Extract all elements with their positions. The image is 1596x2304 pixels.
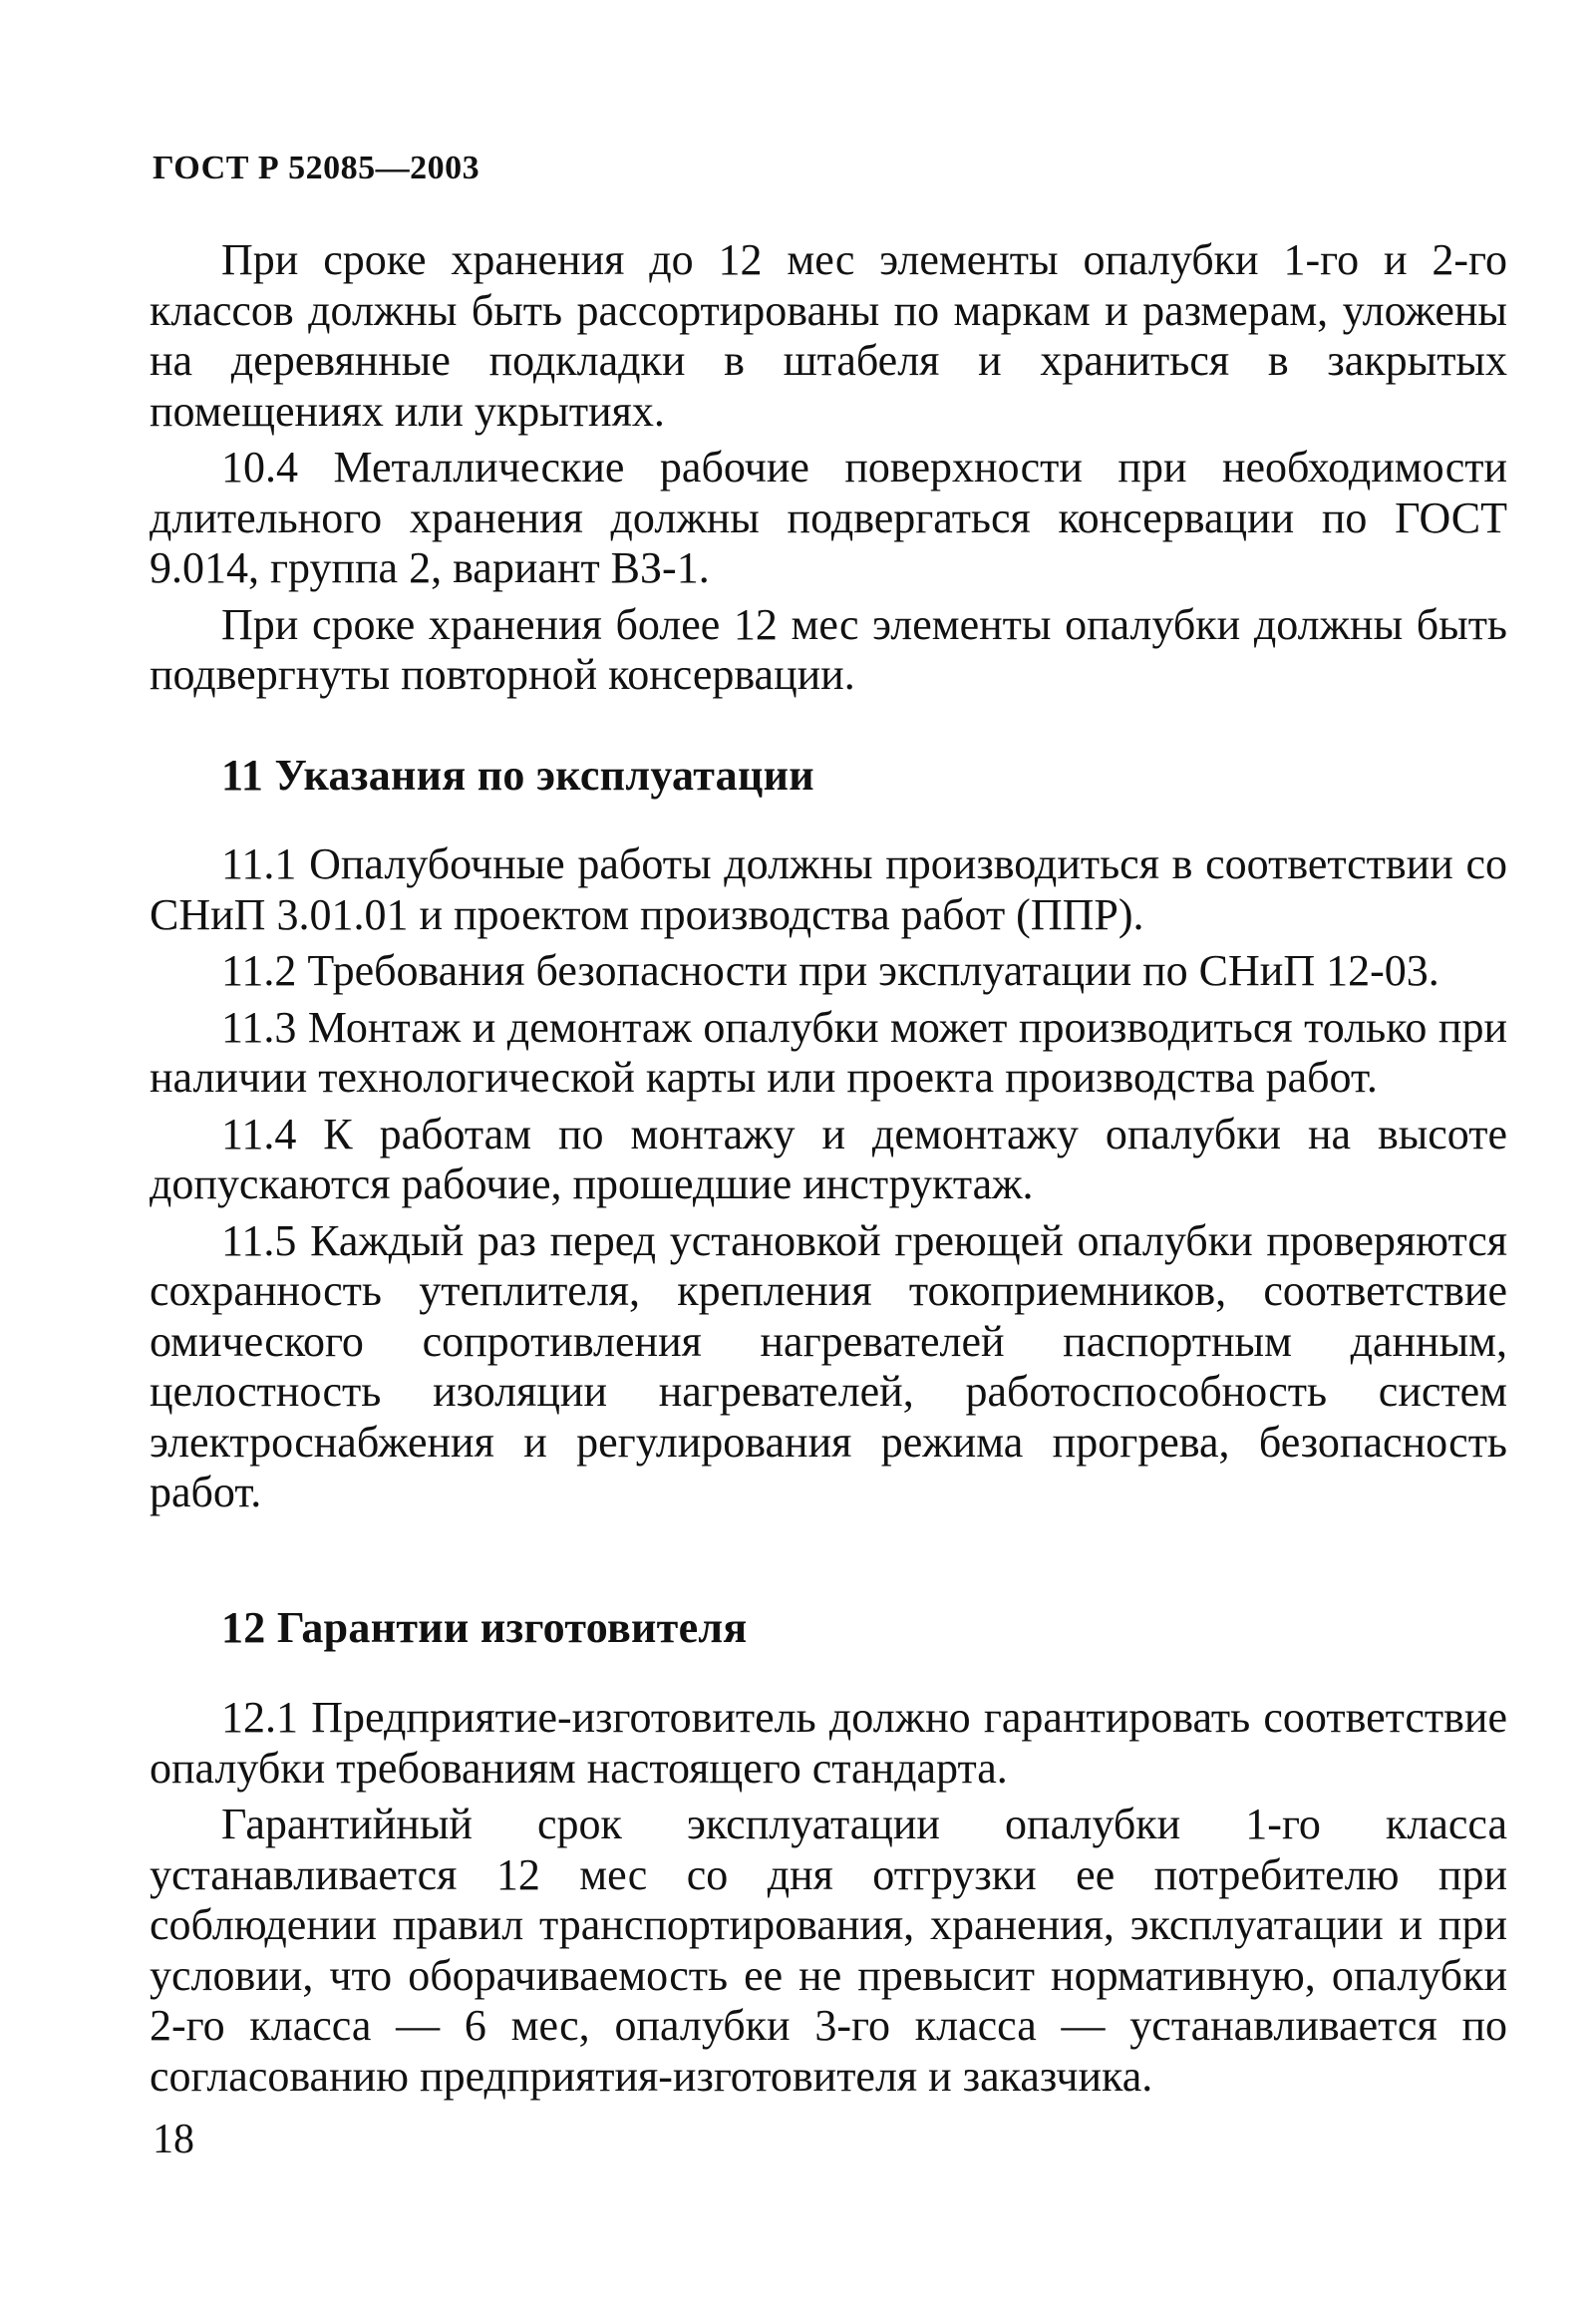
paragraph-11-5: 11.5 Каждый раз перед установкой греющей опалубки проверяются сохранность утеплителя, крепления токоприемников, соответствие омического сопротивления нагревателей паспортным данным, целостность изоляции нагревателей, работоспособность систем электроснабжения и регулирования режима прогрева, безопасность работ. <box>150 1215 1507 1516</box>
section-10-continuation <box>150 235 1507 701</box>
section-12-body <box>150 1693 1507 2102</box>
section-11-title: 11 Указания по эксплуатации <box>221 751 814 800</box>
paragraph-11-2: 11.2 Требования безопасности при эксплуатации по СНиП 12-03. <box>221 946 1439 995</box>
section-11-body <box>150 839 1507 1518</box>
paragraph-repeat-conservation: При сроке хранения более 12 мес элементы опалубки должны быть подвергнуты повторной консервации. <box>150 599 1507 699</box>
paragraph-11-1: 11.1 Опалубочные работы должны производиться в соответствии со СНиП 3.01.01 и проектом производства работ (ППР). <box>150 839 1507 939</box>
page-number: 18 <box>153 2117 194 2162</box>
document-code-header: ГОСТ Р 52085—2003 <box>153 150 480 186</box>
paragraph-12-1: 12.1 Предприятие-изготовитель должно гарантировать соответствие опалубки требованиям настоящего стандарта. <box>150 1693 1507 1793</box>
section-12-title: 12 Гарантии изготовителя <box>221 1603 748 1652</box>
paragraph-10-4: 10.4 Металлические рабочие поверхности при необходимости длительного хранения должны подвергаться консервации по ГОСТ 9.014, группа 2, вариант ВЗ-1. <box>150 443 1507 592</box>
paragraph-warranty-period: Гарантийный срок эксплуатации опалубки 1-го класса устанавливается 12 мес со дня отгрузки ее потребителю при соблюдении правил транспортирования, хранения, эксплуатации и при условии, что оборачиваемость ее не превысит нормативную, опалубки 2-го класса — 6 мес, опалубки 3-го класса — устанавливается по согласованию предприятия-изготовителя и заказчика. <box>150 1800 1507 2101</box>
paragraph-storage-sorting: При сроке хранения до 12 мес элементы опалубки 1-го и 2-го классов должны быть рассортированы по маркам и размерам, уложены на деревянные подкладки в штабеля и храниться в закрытых помещениях или укрытиях. <box>150 235 1507 436</box>
paragraph-11-3: 11.3 Монтаж и демонтаж опалубки может производиться только при наличии технологической карты или проекта производства работ. <box>150 1002 1507 1102</box>
paragraph-11-4: 11.4 К работам по монтажу и демонтажу опалубки на высоте допускаются рабочие, прошедшие инструктаж. <box>150 1109 1507 1208</box>
